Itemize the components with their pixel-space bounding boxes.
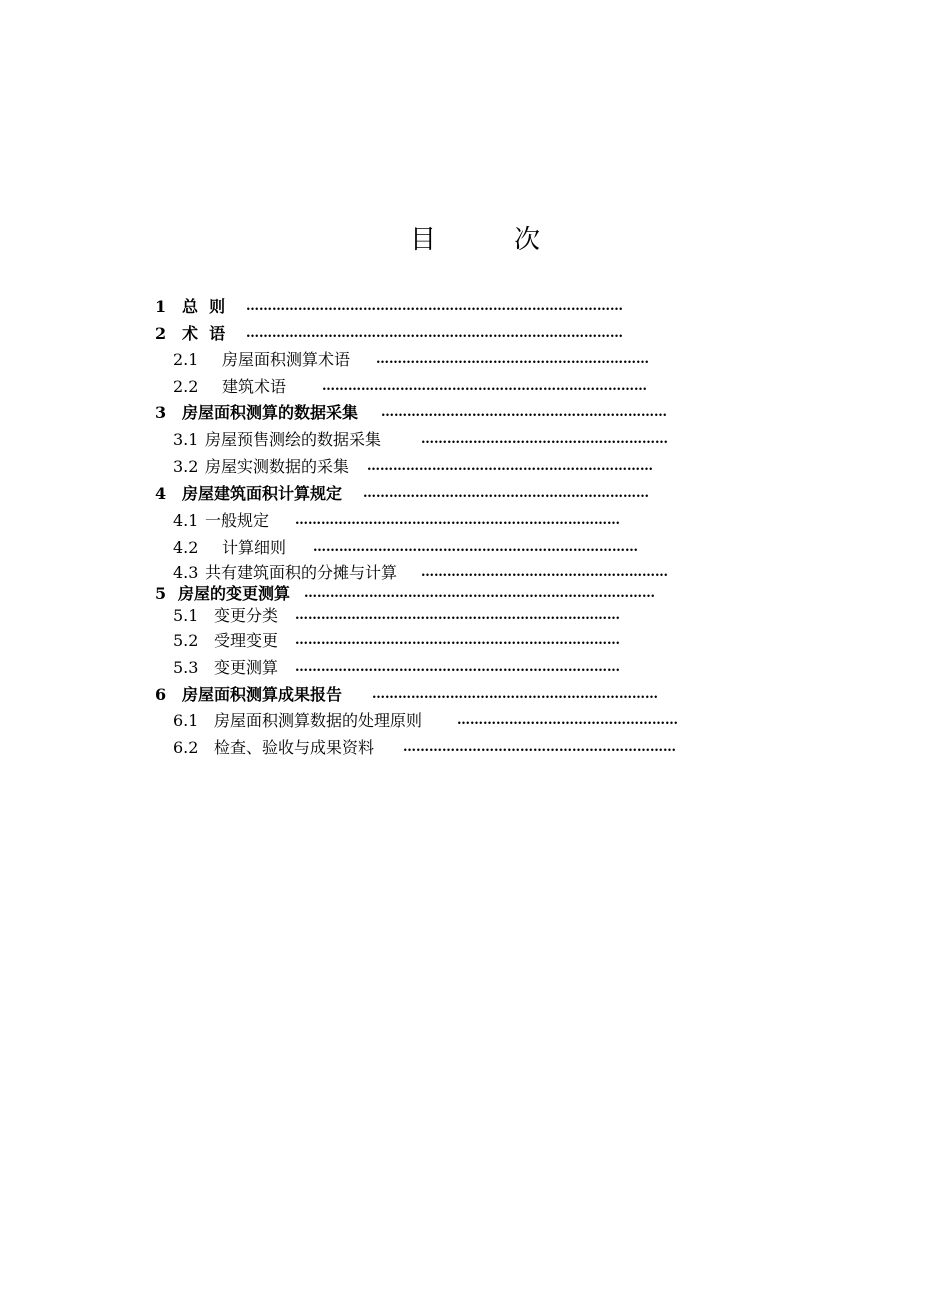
toc-entry-title: 计算细则 (222, 538, 287, 557)
toc-entry-number: 4.1 (173, 511, 199, 530)
toc-entry-title: 受理变更 (214, 631, 279, 650)
toc-leader-dots: ………………………………………………………… (372, 687, 658, 702)
toc-entry-number: 5.3 (173, 658, 199, 677)
toc-entry-title: 房屋的变更测算 (178, 584, 291, 603)
toc-entry-title: 检查、验收与成果资料 (214, 738, 375, 757)
toc-entry-4[interactable] (155, 483, 686, 505)
toc-entry-5-1[interactable] (173, 605, 691, 627)
toc-title: 目 次 (409, 225, 566, 255)
toc-entry-number: 4 (155, 484, 167, 503)
toc-leader-dots: ………………………………………………………………… (295, 513, 620, 528)
toc-entry-2-2[interactable] (173, 376, 700, 398)
toc-leader-dots: ………………………………………………… (421, 432, 668, 447)
toc-entry-5-2[interactable] (173, 630, 691, 652)
toc-entry-title: 建筑术语 (222, 377, 287, 396)
toc-entry-2-1[interactable] (173, 349, 682, 371)
toc-leader-dots: ……………………………………………………… (376, 352, 649, 367)
toc-entry-number: 3.2 (173, 457, 199, 476)
toc-entry-5-3[interactable] (173, 657, 691, 679)
toc-leader-dots: ………………………………………………………… (363, 486, 649, 501)
toc-entry-title: 房屋面积测算的数据采集 (182, 403, 359, 422)
toc-entry-4-2[interactable] (173, 537, 709, 559)
toc-leader-dots: ……………………………………………………… (403, 740, 676, 755)
toc-entry-number: 6.1 (173, 711, 199, 730)
toc-entry-title: 变更测算 (214, 658, 279, 677)
toc-entry-title: 一般规定 (205, 511, 270, 530)
toc-leader-dots: ………………………………………………… (421, 565, 668, 580)
toc-entry-number: 5.1 (173, 606, 199, 625)
toc-entry-5[interactable] (155, 583, 700, 605)
toc-entry-3-2[interactable] (173, 456, 691, 478)
toc-entry-title: 术 语 (182, 324, 226, 343)
toc-entry-6[interactable] (155, 684, 696, 706)
toc-entry-3[interactable] (155, 402, 704, 424)
toc-leader-dots: …………………………………………………………………………… (246, 326, 623, 341)
toc-entry-6-1[interactable] (173, 710, 691, 732)
toc-entry-4-3[interactable] (173, 562, 691, 584)
toc-leader-dots: ………………………………………………………………… (313, 540, 638, 555)
toc-entry-4-1[interactable] (173, 510, 691, 532)
toc-entry-2[interactable] (155, 323, 678, 345)
toc-leader-dots: ………………………………………………………………… (295, 660, 620, 675)
toc-entry-1[interactable] (155, 296, 678, 318)
toc-entry-title: 房屋面积测算数据的处理原则 (214, 711, 423, 730)
toc-entry-number: 6 (155, 685, 167, 704)
toc-leader-dots: ……………………………………………………………………… (304, 586, 655, 601)
toc-entry-title: 变更分类 (214, 606, 279, 625)
toc-entry-title: 房屋面积测算成果报告 (182, 685, 343, 704)
toc-entry-number: 2 (155, 324, 167, 343)
toc-entry-number: 2.2 (173, 377, 199, 396)
toc-entry-title: 房屋建筑面积计算规定 (182, 484, 343, 503)
toc-entry-number: 4.3 (173, 563, 199, 582)
toc-entry-number: 3 (155, 403, 167, 422)
toc-leader-dots: ………………………………………………………………… (295, 608, 620, 623)
toc-leader-dots: …………………………………………………………………………… (246, 299, 623, 314)
toc-entry-number: 6.2 (173, 738, 199, 757)
toc-entry-title: 总 则 (182, 297, 226, 316)
toc-entry-title: 共有建筑面积的分摊与计算 (205, 563, 398, 582)
toc-entry-number: 5 (155, 584, 167, 603)
toc-leader-dots: ………………………………………………………………… (322, 379, 647, 394)
toc-entry-title: 房屋面积测算术语 (222, 350, 351, 369)
toc-leader-dots: …………………………………………… (457, 713, 678, 728)
toc-leader-dots: ………………………………………………………… (381, 405, 667, 420)
toc-entry-number: 2.1 (173, 350, 199, 369)
toc-entry-number: 1 (155, 297, 167, 316)
toc-entry-title: 房屋实测数据的采集 (205, 457, 350, 476)
toc-entry-number: 4.2 (173, 538, 199, 557)
toc-entry-number: 3.1 (173, 430, 199, 449)
toc-leader-dots: ………………………………………………………… (367, 459, 653, 474)
toc-entry-title: 房屋预售测绘的数据采集 (205, 430, 382, 449)
toc-entry-number: 5.2 (173, 631, 199, 650)
toc-entry-6-2[interactable] (173, 737, 691, 759)
toc-leader-dots: ………………………………………………………………… (295, 633, 620, 648)
toc-entry-3-1[interactable] (173, 429, 691, 451)
